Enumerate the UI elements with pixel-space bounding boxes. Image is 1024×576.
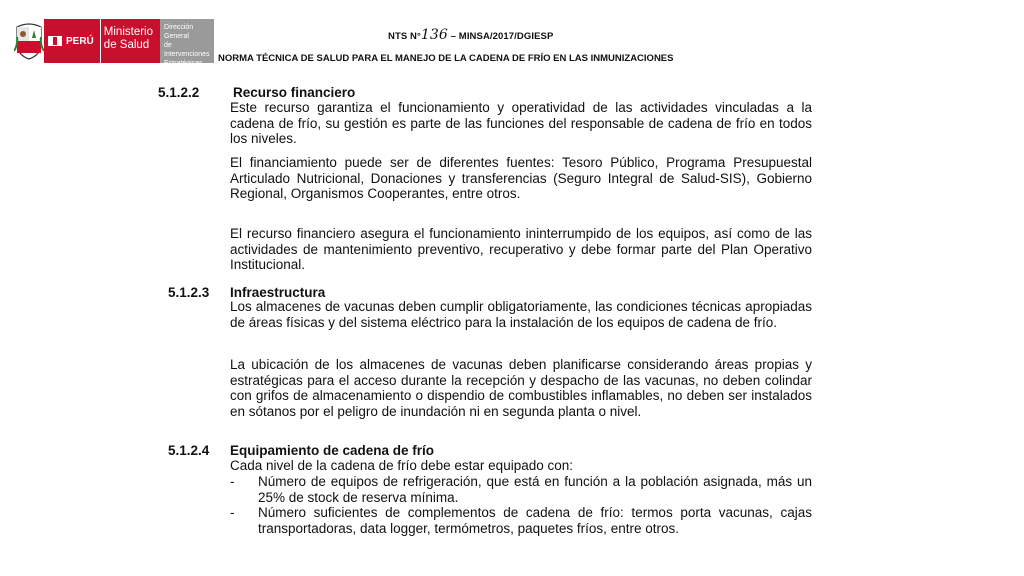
section-title: Infraestructura [230, 285, 326, 300]
country-label: PERÚ [66, 35, 94, 47]
list-item: Número suficientes de complementos de cadena de frío: termos porta vacunas, cajas transportadoras, data logger, termómetros, paquetes fríos, entre otros. [258, 505, 812, 536]
nts-handwritten-number: 136 [420, 27, 448, 43]
section-number: 5.1.2.3 [168, 285, 210, 300]
list-item: Número de equipos de refrigeración, que está en función a la población asignada, más un 25% de stock de reserva mínima. [258, 474, 812, 505]
norm-title: NORMA TÉCNICA DE SALUD PARA EL MANEJO DE LA CADENA DE FRÍO EN LAS INMUNIZACIONES [218, 53, 674, 64]
section-number: 5.1.2.2 [158, 85, 200, 100]
paragraph: La ubicación de los almacenes de vacunas deben planificarse considerando áreas propias y estratégicas para el acceso durante la recepción y despacho de las vacunas, no deben colindar con grifos de almacenamiento o dispendio de combustibles inflamables, no deben ser instalados en sótanos por el peligro de inundación ni en segunda planta o nivel. [230, 357, 812, 419]
paragraph: Cada nivel de la cadena de frío debe estar equipado con: [230, 458, 573, 473]
paragraph: El financiamiento puede ser de diferentes fuentes: Tesoro Público, Programa Presupuestal Articulado Nutricional, Donaciones y transferencias (Seguro Integral de Salud-SIS), Gobierno Regional, Organismos Cooperantes, entre otros. [230, 155, 812, 201]
ministry-label: Ministerio de Salud [100, 19, 160, 63]
section-number: 5.1.2.4 [168, 443, 210, 458]
section-title: Recurso financiero [233, 85, 356, 100]
paragraph: Los almacenes de vacunas deben cumplir obligatoriamente, las condiciones técnicas apropiadas de áreas físicas y del sistema eléctrico para la instalación de los equipos de cadena de frío. [230, 299, 812, 330]
paragraph: Este recurso garantiza el funcionamiento y operatividad de las actividades vinculadas a la cadena de frío, su gestión es parte de las funciones del responsable de cadena de frío en todos los niveles. [230, 100, 812, 146]
nts-reference: NTS N°136 – MINSA/2017/DGIESP [388, 27, 554, 43]
directorate-label: Dirección General de Intervenciones Estratégicas en Salud Pública [160, 19, 214, 63]
list-bullet: - [230, 474, 235, 489]
section-title: Equipamiento de cadena de frío [230, 443, 435, 458]
list-bullet: - [230, 505, 235, 520]
paragraph: El recurso financiero asegura el funcionamiento ininterrumpido de los equipos, así como de las actividades de mantenimiento preventivo, recuperativo y debe formar parte del Plan Operativo Institucional. [230, 226, 812, 272]
